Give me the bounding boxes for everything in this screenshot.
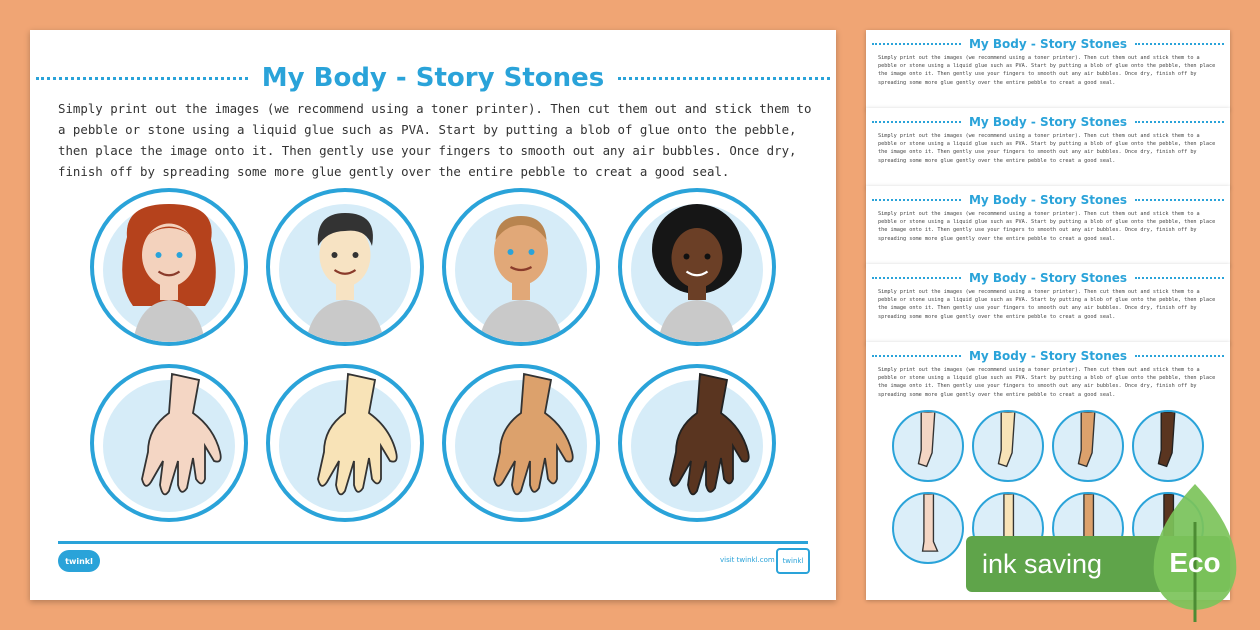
preview-text: Simply print out the images (we recommend using a toner printer). Then cut them out and stick them to a pebble or stone using a liquid glue such as PVA. Start by putting a blob of glue onto the pebble, then place the image onto it. Then gently use your fingers to smooth out any air bubbles. Once dry, finish off by spreading some more glue gently over the entire pebble to creat a good seal.	[878, 367, 1216, 398]
preview-page-1	[866, 30, 1230, 110]
eco-label: Eco	[1169, 547, 1221, 578]
preview-stone-arm-dark	[1132, 410, 1204, 482]
preview-text: Simply print out the images (we recommend using a toner printer). Then cut them out and stick them to a pebble or stone using a liquid glue such as PVA. Start by putting a blob of glue onto the pebble, then place the image onto it. Then gently use your fingers to smooth out any air bubbles. Once dry, finish off by spreading some more glue gently over the entire pebble to creat a good seal.	[878, 55, 1216, 86]
footer-url: visit twinkl.com	[720, 556, 775, 564]
preview-stone-arm-pale	[892, 410, 964, 482]
preview-text: Simply print out the images (we recommend using a toner printer). Then cut them out and stick them to a pebble or stone using a liquid glue such as PVA. Start by putting a blob of glue onto the pebble, then place the image onto it. Then gently use your fingers to smooth out any air bubbles. Once dry, finish off by spreading some more glue gently over the entire pebble to creat a good seal.	[878, 211, 1216, 242]
preview-title: My Body - Story Stones	[968, 271, 1128, 285]
instructions-text: Simply print out the images (we recommend using a toner printer). Then cut them out and stick them to a pebble or stone using a liquid glue such as PVA. Start by putting a blob of glue onto the pebble, then place the image onto it. Then gently use your fingers to smooth out any air bubbles. Once dry, finish off by spreading some more glue gently over the entire pebble to creat a good seal.	[58, 101, 812, 179]
preview-divider	[1135, 43, 1224, 45]
stone-face-shaved-head	[442, 188, 600, 346]
preview-divider	[872, 43, 961, 45]
title-divider-right	[618, 77, 830, 80]
preview-page-2	[866, 108, 1230, 188]
preview-stone-arm-light	[972, 410, 1044, 482]
stone-face-short-dark-hair	[266, 188, 424, 346]
preview-stone-arm-tan	[1052, 410, 1124, 482]
preview-title: My Body - Story Stones	[968, 193, 1128, 207]
preview-title-row	[866, 348, 1230, 364]
stone-hand-tan	[442, 364, 600, 522]
preview-title: My Body - Story Stones	[968, 115, 1128, 129]
preview-divider	[1135, 355, 1224, 357]
preview-title-row	[866, 114, 1230, 130]
preview-title-row	[866, 270, 1230, 286]
preview-divider	[1135, 199, 1224, 201]
preview-stone-leg-pale	[892, 492, 964, 564]
footer-divider	[58, 541, 808, 544]
preview-page-3	[866, 186, 1230, 266]
preview-text: Simply print out the images (we recommend using a toner printer). Then cut them out and stick them to a pebble or stone using a liquid glue such as PVA. Start by putting a blob of glue onto the pebble, then place the image onto it. Then gently use your fingers to smooth out any air bubbles. Once dry, finish off by spreading some more glue gently over the entire pebble to creat a good seal.	[878, 289, 1216, 320]
stone-face-red-curly-hair	[90, 188, 248, 346]
preview-divider	[1135, 277, 1224, 279]
stone-hand-light	[266, 364, 424, 522]
preview-divider	[872, 121, 961, 123]
main-worksheet	[30, 30, 836, 600]
preview-title-row	[866, 36, 1230, 52]
title-row	[36, 58, 830, 98]
story-stones-grid	[90, 188, 780, 508]
ink-saving-label: ink saving	[982, 548, 1103, 579]
preview-divider	[872, 355, 961, 357]
preview-title: My Body - Story Stones	[968, 37, 1128, 51]
stone-face-dark-curly-hair	[618, 188, 776, 346]
preview-title-row	[866, 192, 1230, 208]
eco-leaf-icon	[1140, 482, 1250, 622]
title-divider-left	[36, 77, 248, 80]
preview-page-4	[866, 264, 1230, 344]
preview-divider	[1135, 121, 1224, 123]
preview-title: My Body - Story Stones	[968, 349, 1128, 363]
preview-text: Simply print out the images (we recommend using a toner printer). Then cut them out and stick them to a pebble or stone using a liquid glue such as PVA. Start by putting a blob of glue onto the pebble, then place the image onto it. Then gently use your fingers to smooth out any air bubbles. Once dry, finish off by spreading some more glue gently over the entire pebble to creat a good seal.	[878, 133, 1216, 164]
stone-hand-pale	[90, 364, 248, 522]
twinkl-logo: twinkl	[58, 550, 100, 572]
preview-divider	[872, 277, 961, 279]
page-title: My Body - Story Stones	[261, 63, 605, 93]
stone-hand-dark	[618, 364, 776, 522]
twinkl-badge-logo: twinkl	[776, 548, 810, 574]
preview-divider	[872, 199, 961, 201]
